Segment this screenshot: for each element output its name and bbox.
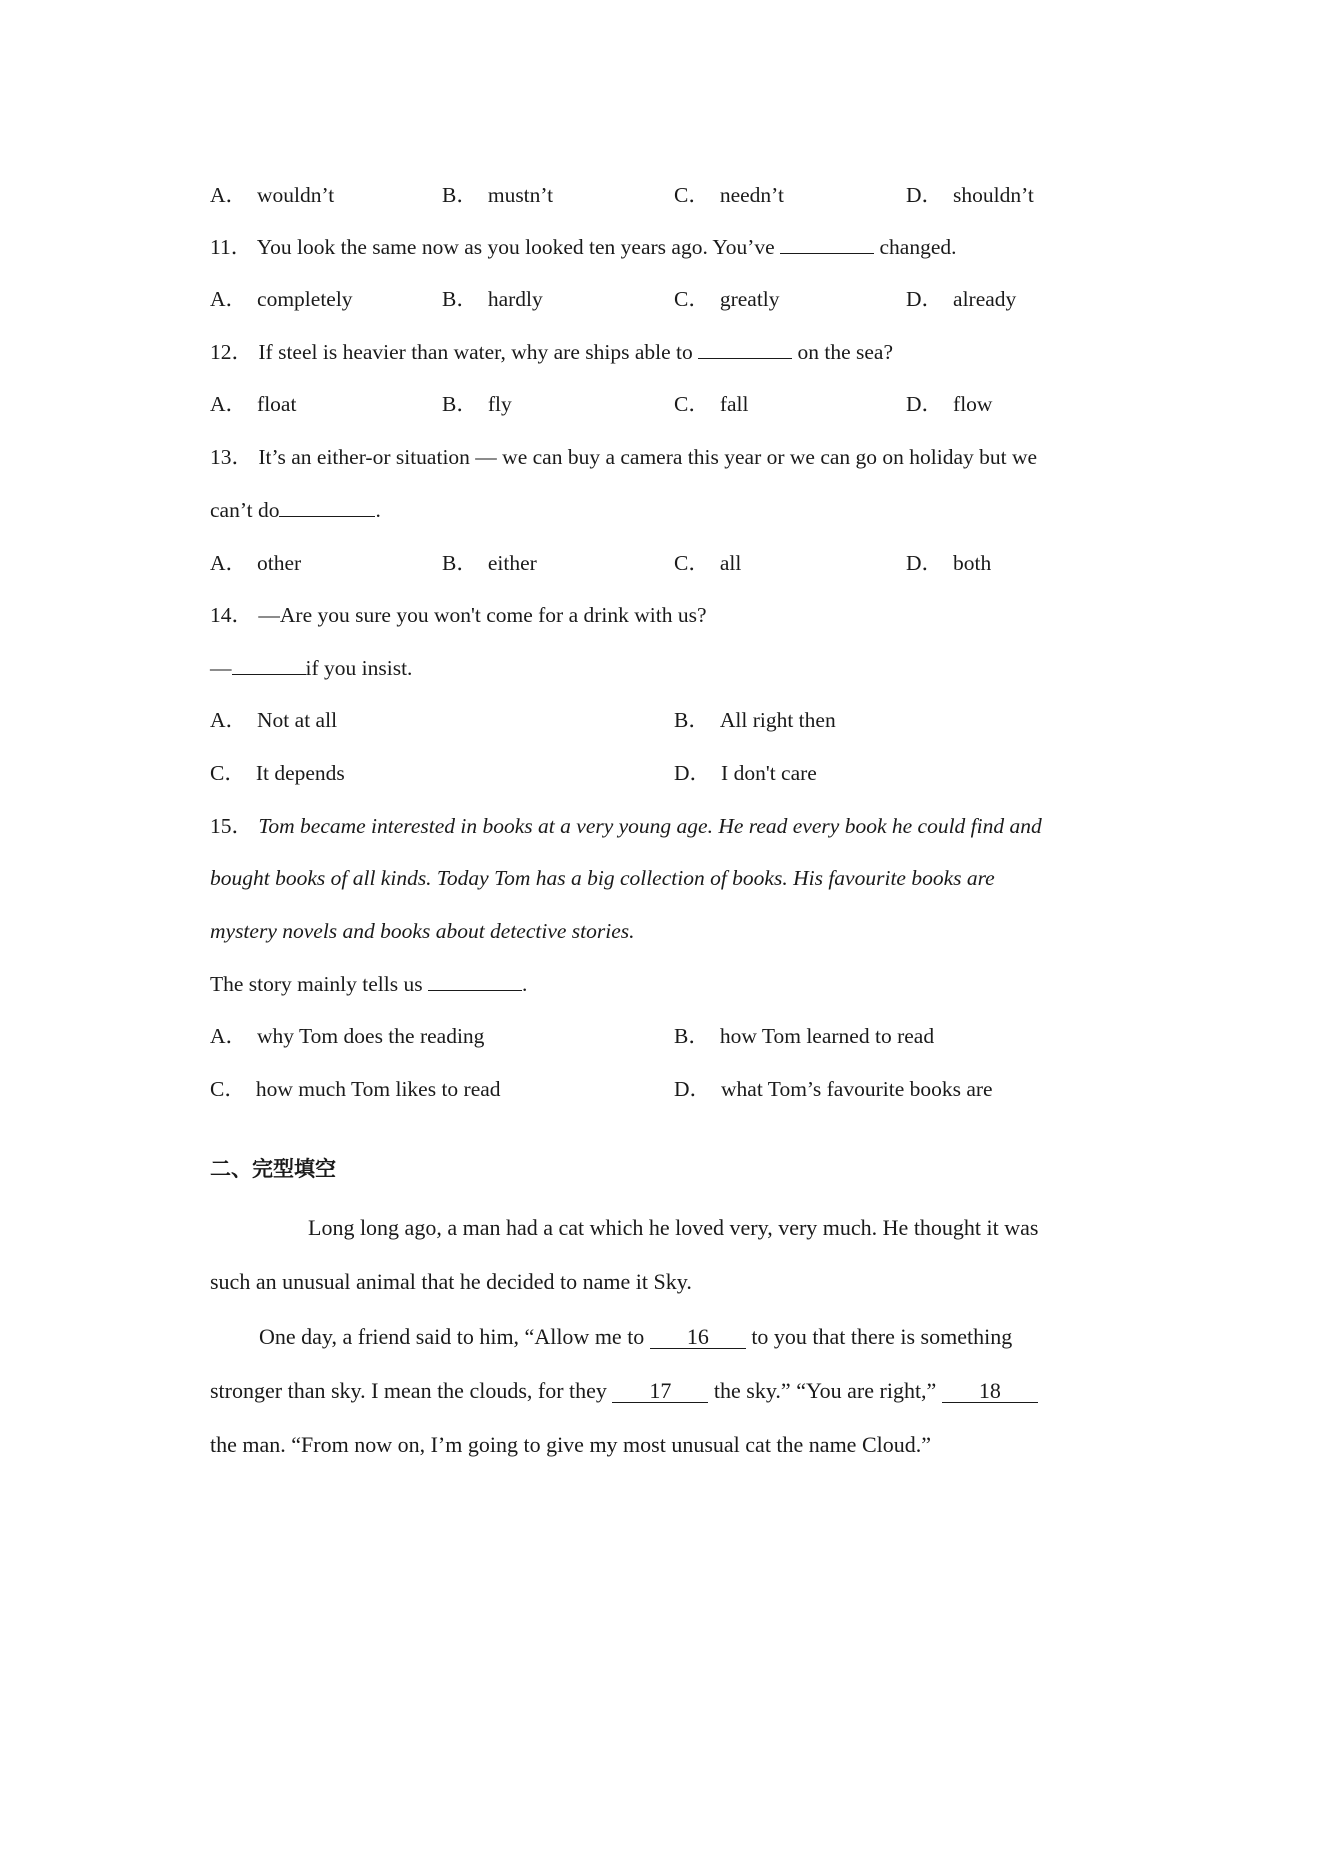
q11-option-a[interactable]: A． completely <box>210 287 353 311</box>
q14-option-c[interactable]: C． It depends <box>210 761 345 785</box>
q15-number: 15． <box>210 814 254 838</box>
q11-option-b[interactable]: B． hardly <box>442 287 543 311</box>
cloze-p2-line1: One day, a friend said to him, “Allow me to 16 to you that there is something <box>259 1324 1013 1349</box>
q13-option-d[interactable]: D． both <box>906 551 992 575</box>
q12-option-d[interactable]: D． flow <box>906 392 993 416</box>
q14-reply: — if you insist. <box>210 656 413 680</box>
q15-options-row1 <box>210 1022 1130 1050</box>
q15-passage-line1: 15． Tom became interested in books at a very young age. He read every book he could find and <box>210 814 1042 838</box>
q13-number: 13． <box>210 445 254 469</box>
q13-stem-line1: 13． It’s an either-or situation — we can buy a camera this year or we can go on holiday but we <box>210 445 1038 469</box>
q11-option-d[interactable]: D． already <box>906 287 1017 311</box>
q14-number: 14． <box>210 603 254 627</box>
q12-option-c[interactable]: C． fall <box>674 392 749 416</box>
q15-stem: The story mainly tells us . <box>210 972 528 996</box>
section-title-cloze: 二、完型填空 <box>210 1157 336 1181</box>
q13-options <box>210 549 1130 577</box>
q14-option-d[interactable]: D． I don't care <box>674 761 817 785</box>
q15-option-c[interactable]: C． how much Tom likes to read <box>210 1077 501 1101</box>
q12-option-a[interactable]: A． float <box>210 392 297 416</box>
q15-passage-line3: mystery novels and books about detective stories. <box>210 919 635 943</box>
q13-option-b[interactable]: B． either <box>442 551 537 575</box>
q11-options <box>210 285 1130 313</box>
q11-option-c[interactable]: C． greatly <box>674 287 780 311</box>
q10-option-c[interactable]: C． needn’t <box>674 183 784 207</box>
q15-option-b[interactable]: B． how Tom learned to read <box>674 1024 935 1048</box>
q13-stem-line2: can’t do . <box>210 498 381 522</box>
cloze-p1-line2: such an unusual animal that he decided to name it Sky. <box>210 1269 692 1294</box>
q12-stem: 12． If steel is heavier than water, why are ships able to on the sea? <box>210 340 894 364</box>
cloze-blank-16[interactable]: 16 <box>650 1326 746 1349</box>
q15-option-a[interactable]: A． why Tom does the reading <box>210 1024 485 1048</box>
q13-option-c[interactable]: C． all <box>674 551 742 575</box>
cloze-p1-line1: Long long ago, a man had a cat which he loved very, very much. He thought it was <box>308 1215 1039 1240</box>
q14-option-a[interactable]: A． Not at all <box>210 708 338 732</box>
cloze-blank-17[interactable]: 17 <box>612 1380 708 1403</box>
q12-options <box>210 390 1130 418</box>
q10-option-a[interactable]: A． wouldn’t <box>210 183 335 207</box>
cloze-p2-line2: stronger than sky. I mean the clouds, for they 17 the sky.” “You are right,” 18 <box>210 1377 1038 1405</box>
q11-number: 11． <box>210 235 253 259</box>
q14-question: 14． —Are you sure you won't come for a drink with us? <box>210 603 707 627</box>
q14-options-row1 <box>210 706 1130 734</box>
q10-option-d[interactable]: D． shouldn’t <box>906 183 1034 207</box>
q14-blank <box>232 654 306 675</box>
q11-blank <box>780 233 874 254</box>
q15-blank <box>428 970 522 991</box>
q15-option-d[interactable]: D． what Tom’s favourite books are <box>674 1077 993 1101</box>
cloze-blank-18[interactable]: 18 <box>942 1380 1038 1403</box>
cloze-p2-line3: the man. “From now on, I’m going to give my most unusual cat the name Cloud.” <box>210 1432 931 1457</box>
q13-option-a[interactable]: A． other <box>210 551 302 575</box>
q15-options-row2 <box>210 1075 1130 1103</box>
q12-number: 12． <box>210 340 254 364</box>
q11-stem: 11． You look the same now as you looked ten years ago. You’ve changed. <box>210 235 957 259</box>
q14-option-b[interactable]: B． All right then <box>674 708 836 732</box>
q13-blank <box>279 496 375 517</box>
q10-option-b[interactable]: B． mustn’t <box>442 183 554 207</box>
q10-options <box>210 181 1130 209</box>
q14-options-row2 <box>210 759 1130 787</box>
q15-passage-line2: bought books of all kinds. Today Tom has a big collection of books. His favourite books are <box>210 866 995 890</box>
q12-option-b[interactable]: B． fly <box>442 392 512 416</box>
q12-blank <box>698 338 792 359</box>
